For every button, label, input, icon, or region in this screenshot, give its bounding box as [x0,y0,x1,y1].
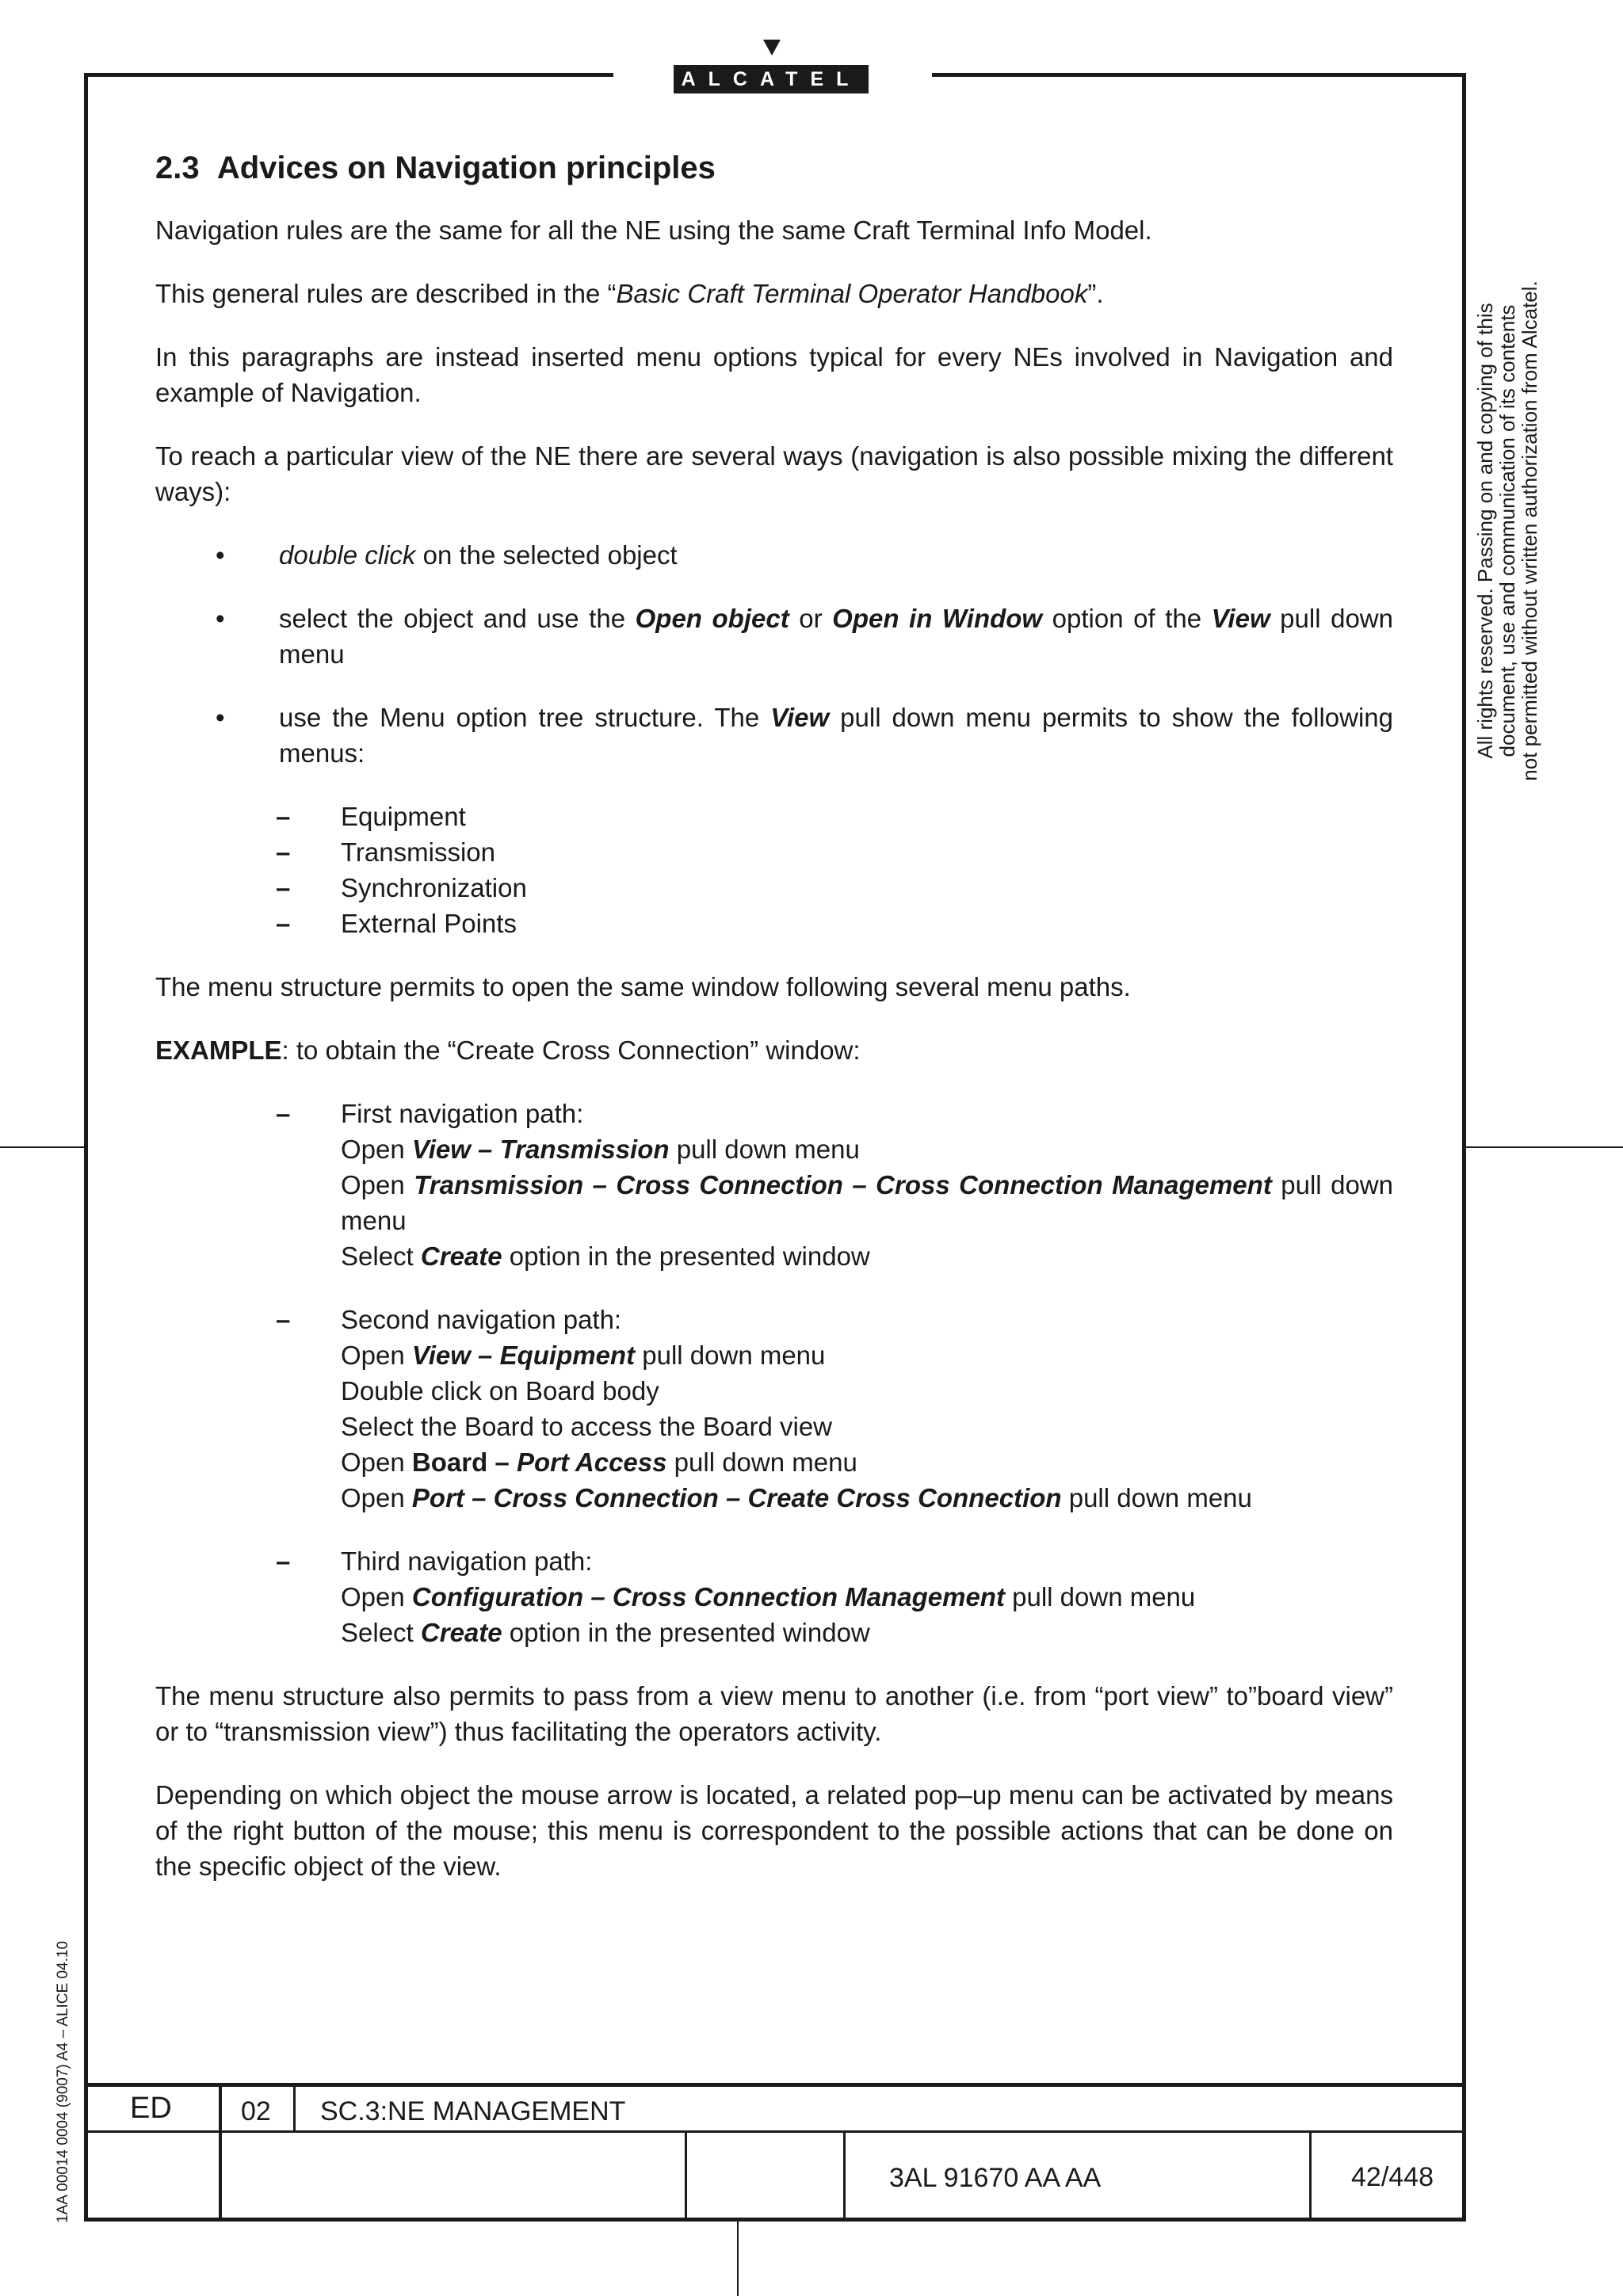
frame-left [84,73,88,2222]
menu-item-transmission: – Transmission [155,834,1393,870]
navigation-ways-list [155,537,1393,771]
footer-ed-label: ED [130,2092,172,2125]
copyright-line-3: not permitted without written authorization from Alcatel. [1518,280,1541,781]
frame-bottom [84,2218,1466,2222]
footer-mid-rule [84,2130,1466,2133]
example-paragraph: EXAMPLE: to obtain the “Create Cross Connection” window: [155,1035,861,1065]
fold-mark-left [0,1146,84,1148]
footer-col-1 [219,2083,222,2222]
third-navigation-path: – Third navigation path: Open Configuration – Cross Connection Management pull down menu Select Create option in the presented window [155,1543,1393,1650]
fold-mark-right [1466,1146,1623,1148]
paragraph: The menu structure also permits to pass from a view menu to another (i.e. from “port view” to”board view” or to “transmission view”) thus facilitating the operators activity. [155,1681,1393,1746]
footer-col-5 [1309,2130,1312,2222]
menus-list [155,799,1393,941]
menu-item-equipment: – Equipment [155,799,1393,834]
frame-top-right [932,73,1466,77]
footer-top-rule [84,2083,1466,2087]
paragraph: Depending on which object the mouse arrow is located, a related pop–up menu can be activated by means of the right button of the mouse; this menu is correspondent to the possible actions that can be done on the specific object of the view. [155,1780,1393,1881]
menu-item-external-points: – External Points [155,906,1393,941]
paragraph: To reach a particular view of the NE there are several ways (navigation is also possible mixing the different ways): [155,441,1393,506]
navigation-paths-list [155,1096,1393,1650]
section-number: 2.3 [155,151,200,185]
footer-chapter: SC.3:NE MANAGEMENT [320,2096,626,2126]
footer-col-3 [685,2130,687,2222]
logo-triangle-icon [763,40,781,55]
alcatel-logo: ALCATEL [674,65,869,93]
footer-doc-code: 3AL 91670 AA AA [889,2163,1102,2193]
list-item: • select the object and use the Open object or Open in Window option of the View pull down menu [155,601,1393,672]
footer-col-2 [293,2083,296,2132]
paragraph: Navigation rules are the same for all the NE using the same Craft Terminal Info Model. [155,215,1152,245]
footer-ed-value: 02 [241,2096,271,2126]
frame-top-left [84,73,613,77]
section-heading [155,144,1393,192]
copyright-line-1: All rights reserved. Passing on and copying of this [1473,303,1497,759]
section-title: Advices on Navigation principles [216,151,716,185]
footer-page-number: 42/448 [1351,2162,1434,2192]
paragraph: In this paragraphs are instead inserted menu options typical for every NEs involved in Navigation and example of Navigation. [155,342,1393,407]
second-navigation-path: – Second navigation path: Open View – Equipment pull down menu Double click on Board body Select the Board to access the Board view Open Board – Port Access pull down menu Open Port – Cross Connection – Create Cross Connection pull down menu [155,1302,1393,1516]
bottom-center-mark [737,2222,739,2296]
list-item: • use the Menu option tree structure. The View pull down menu permits to show the following menus: [155,700,1393,771]
list-item: • double click on the selected object [155,537,1393,573]
first-navigation-path: – First navigation path: Open View – Transmission pull down menu Open Transmission – Cross Connection – Cross Connection Management pull down menu Select Create option in the presented window [155,1096,1393,1274]
copyright-line-2: document, use and communication of its contents [1495,304,1519,757]
form-code: 1AA 00014 0004 (9007) A4 – ALICE 04.10 [55,1940,71,2223]
footer-col-4 [843,2130,846,2222]
menu-item-synchronization: – Synchronization [155,870,1393,906]
paragraph: The menu structure permits to open the same window following several menu paths. [155,972,1131,1001]
copyright-notice [1474,261,1541,800]
paragraph: This general rules are described in the “Basic Craft Terminal Operator Handbook”. [155,279,1104,308]
document-body [155,144,1393,1912]
handbook-title: Basic Craft Terminal Operator Handbook [616,279,1088,308]
